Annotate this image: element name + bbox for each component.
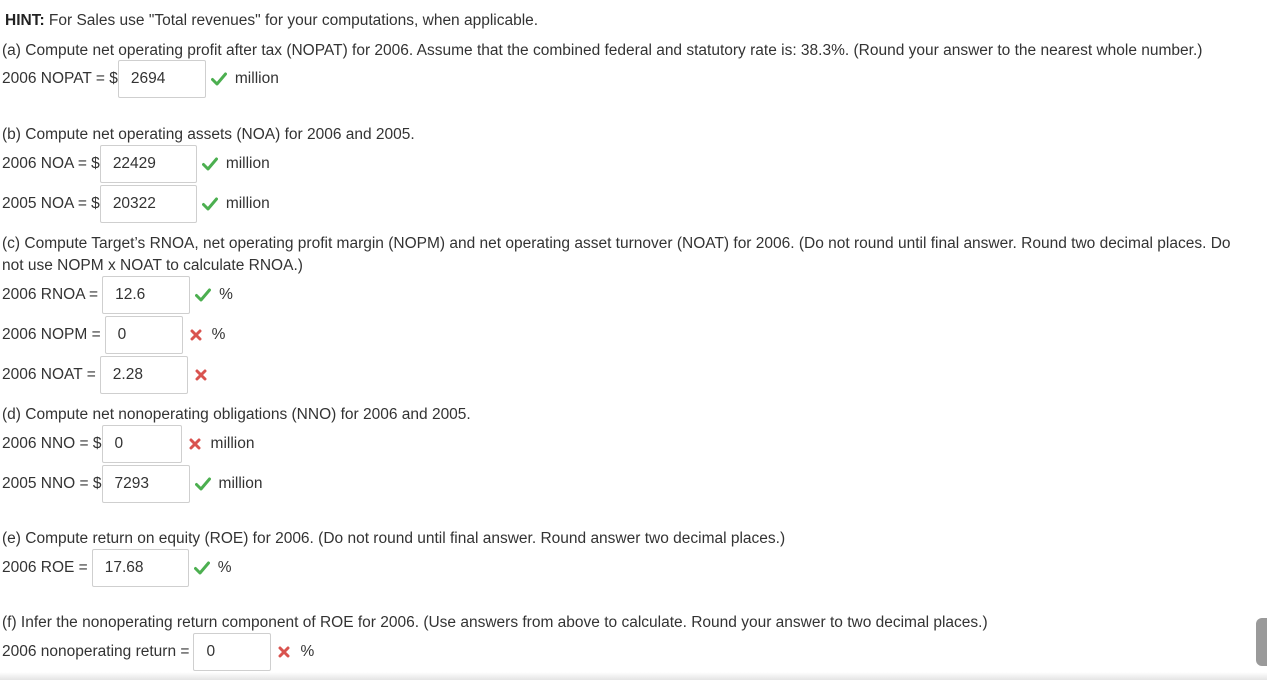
- nno-2006-unit: million: [210, 435, 255, 452]
- check-icon: [192, 558, 212, 578]
- scrollbar-handle[interactable]: [1256, 618, 1267, 666]
- nno-2006-input[interactable]: 0: [102, 425, 182, 463]
- check-icon: [200, 154, 220, 174]
- nno-2005-row: [2, 465, 262, 503]
- part-e-prompt: (e) Compute return on equity (ROE) for 2006. (Do not round until final answer. Round answer two decimal places.): [2, 530, 786, 547]
- roe-label: 2006 ROE =: [2, 559, 88, 576]
- hint-text: [5, 10, 538, 32]
- hint-body: For Sales use "Total revenues" for your computations, when applicable.: [44, 12, 539, 29]
- rnoa-label: 2006 RNOA =: [2, 286, 99, 303]
- x-icon: [186, 325, 206, 345]
- noat-row: [2, 356, 211, 394]
- nopat-input[interactable]: 2694: [118, 60, 206, 98]
- nopat-label: 2006 NOPAT = $: [2, 70, 118, 87]
- bottom-fade: [0, 672, 1267, 680]
- noa-2006-label: 2006 NOA = $: [2, 155, 100, 172]
- nno-2006-row: [2, 425, 254, 463]
- part-f-prompt: (f) Infer the nonoperating return component of ROE for 2006. (Use answers from above to calculate. Round your answer to two decimal places.): [2, 614, 988, 631]
- nno-2005-label: 2005 NNO = $: [2, 475, 102, 492]
- check-icon: [200, 194, 220, 214]
- rnoa-unit: %: [219, 286, 233, 303]
- check-icon: [209, 69, 229, 89]
- x-icon: [185, 434, 205, 454]
- nonop-input[interactable]: 0: [193, 633, 271, 671]
- noa-2006-row: [2, 145, 270, 183]
- nopm-unit: %: [211, 326, 226, 343]
- part-b-prompt: (b) Compute net operating assets (NOA) for 2006 and 2005.: [2, 126, 415, 143]
- noa-2006-unit: million: [225, 155, 270, 172]
- noa-2006-input[interactable]: 22429: [100, 145, 197, 183]
- check-icon: [193, 285, 213, 305]
- nopat-row: [2, 60, 279, 98]
- part-d-prompt: (d) Compute net nonoperating obligations (NNO) for 2006 and 2005.: [2, 406, 471, 423]
- check-icon: [193, 474, 213, 494]
- hint-label: HINT:: [5, 12, 45, 29]
- nno-2005-input[interactable]: 7293: [102, 465, 190, 503]
- roe-row: [2, 549, 232, 587]
- nonop-label: 2006 nonoperating return =: [2, 643, 190, 660]
- noa-2005-input[interactable]: 20322: [100, 185, 197, 223]
- nonop-unit: %: [300, 643, 315, 660]
- rnoa-row: [2, 276, 233, 314]
- nopm-label: 2006 NOPM =: [2, 326, 101, 343]
- x-icon: [274, 642, 294, 662]
- noat-label: 2006 NOAT =: [2, 366, 96, 383]
- noa-2005-label: 2005 NOA = $: [2, 195, 100, 212]
- noat-input[interactable]: 2.28: [100, 356, 188, 394]
- roe-unit: %: [217, 559, 232, 576]
- x-icon: [191, 365, 211, 385]
- roe-input[interactable]: 17.68: [92, 549, 189, 587]
- part-a-prompt: (a) Compute net operating profit after tax (NOPAT) for 2006. Assume that the combined federal and statutory rate is: 38.3%. (Round your answer to the nearest whole number.): [2, 42, 1203, 59]
- part-c-prompt: (c) Compute Target’s RNOA, net operating profit margin (NOPM) and net operating asset turnover (NOAT) for 2006. (Do not round until final answer. Round two decimal places. Do not use NOPM x NOAT to calculate RNOA.): [2, 235, 1231, 274]
- nopm-input[interactable]: 0: [105, 316, 183, 354]
- nno-2005-unit: million: [218, 475, 263, 492]
- rnoa-input[interactable]: 12.6: [102, 276, 190, 314]
- nopat-unit: million: [234, 70, 279, 87]
- nonop-row: [2, 633, 314, 671]
- noa-2005-row: [2, 185, 270, 223]
- nno-2006-label: 2006 NNO = $: [2, 435, 102, 452]
- noa-2005-unit: million: [225, 195, 270, 212]
- nopm-row: [2, 316, 225, 354]
